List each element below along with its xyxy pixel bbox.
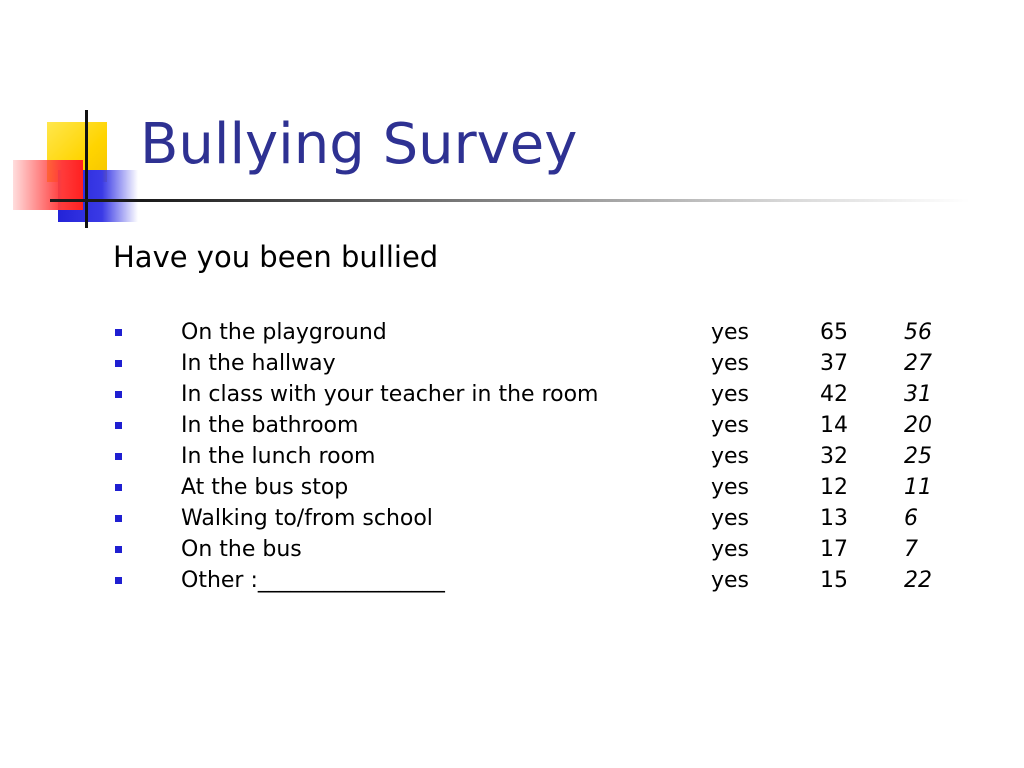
item-count: 12 <box>820 475 848 500</box>
bullet-icon <box>115 515 122 522</box>
item-answer: yes <box>711 444 750 469</box>
item-label: In the hallway <box>181 351 336 376</box>
item-label: At the bus stop <box>181 475 349 500</box>
item-label: Other :_________________ <box>181 568 445 593</box>
list-item <box>0 442 1024 473</box>
item-answer: yes <box>711 506 750 531</box>
item-label: In the bathroom <box>181 413 359 438</box>
bullet-icon <box>115 422 122 429</box>
item-label: On the playground <box>181 320 387 345</box>
bullet-icon <box>115 329 122 336</box>
item-alt-count: 25 <box>904 444 932 469</box>
bullet-icon <box>115 360 122 367</box>
item-count: 13 <box>820 506 848 531</box>
list-item <box>0 349 1024 380</box>
item-answer: yes <box>711 351 750 376</box>
item-answer: yes <box>711 382 750 407</box>
item-alt-count: 7 <box>904 537 918 562</box>
item-count: 37 <box>820 351 848 376</box>
list-item <box>0 535 1024 566</box>
item-count: 17 <box>820 537 848 562</box>
logo-red-square <box>13 160 83 210</box>
item-label: In the lunch room <box>181 444 376 469</box>
bullet-icon <box>115 546 122 553</box>
item-label: In class with your teacher in the room <box>181 382 599 407</box>
title-underline <box>50 199 970 202</box>
item-alt-count: 56 <box>904 320 932 345</box>
item-alt-count: 22 <box>904 568 932 593</box>
item-alt-count: 27 <box>904 351 932 376</box>
item-alt-count: 31 <box>904 382 932 407</box>
list-item <box>0 473 1024 504</box>
item-answer: yes <box>711 320 750 345</box>
item-alt-count: 11 <box>904 475 932 500</box>
list-item <box>0 380 1024 411</box>
item-label: On the bus <box>181 537 302 562</box>
bullet-icon <box>115 484 122 491</box>
item-alt-count: 20 <box>904 413 932 438</box>
slide-subtitle: Have you been bullied <box>113 240 439 274</box>
list-item <box>0 411 1024 442</box>
bullet-icon <box>115 391 122 398</box>
item-count: 42 <box>820 382 848 407</box>
logo-vertical-line <box>85 110 88 228</box>
item-count: 15 <box>820 568 848 593</box>
item-alt-count: 6 <box>904 506 918 531</box>
item-answer: yes <box>711 537 750 562</box>
item-count: 32 <box>820 444 848 469</box>
item-answer: yes <box>711 568 750 593</box>
survey-list <box>0 318 1024 597</box>
list-item <box>0 504 1024 535</box>
item-answer: yes <box>711 475 750 500</box>
item-count: 14 <box>820 413 848 438</box>
item-label: Walking to/from school <box>181 506 433 531</box>
item-answer: yes <box>711 413 750 438</box>
item-count: 65 <box>820 320 848 345</box>
slide-logo-decoration <box>0 0 160 240</box>
list-item <box>0 566 1024 597</box>
bullet-icon <box>115 577 122 584</box>
list-item <box>0 318 1024 349</box>
bullet-icon <box>115 453 122 460</box>
slide-title: Bullying Survey <box>140 112 578 177</box>
